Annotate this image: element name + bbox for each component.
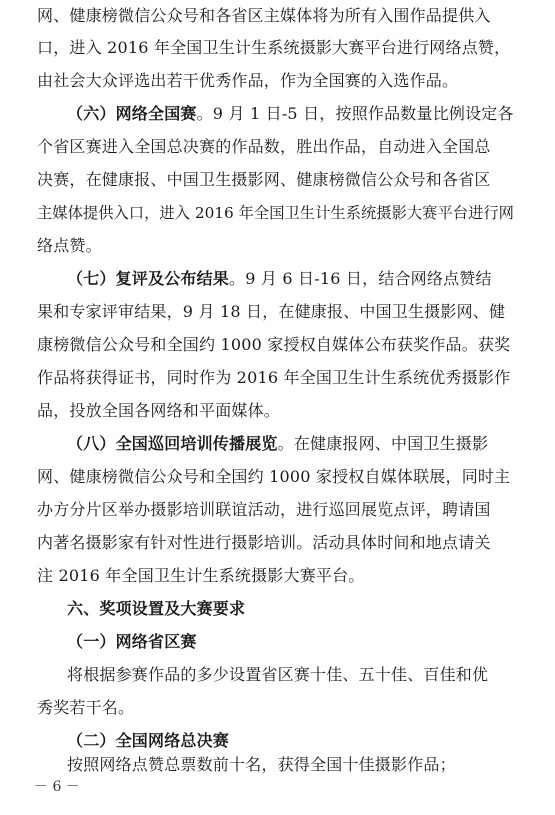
text-line: 由社会大众评选出若干优秀作品，作为全国赛的入选作品。 (37, 71, 459, 90)
text-line: 秀奖若干名。 (37, 698, 135, 717)
text-line: 康榜微信公众号和全国约 1000 家授权自媒体公布获奖作品。获奖 (37, 335, 511, 354)
text-line: 果和专家评审结果，9 月 18 日，在健康报、中国卫生摄影网、健 (37, 302, 506, 321)
section-heading: （七）复评及公布结果 (67, 269, 230, 288)
paragraph-heading-line: （八）全国巡回培训传播展览。在健康报网、中国卫生摄影 (67, 434, 489, 453)
text-line: 内著名摄影家有针对性进行摄影培训。活动具体时间和地点请关 (37, 533, 491, 552)
paragraph-heading-line (67, 632, 527, 652)
text-line: 主媒体提供入口，进入 2016 年全国卫生计生系统摄影大赛平台进行网 (37, 204, 514, 222)
text-line: 品，投放全国各网络和平面媒体。 (37, 401, 281, 420)
section-heading: （八）全国巡回培训传播展览 (67, 434, 278, 453)
text-line: 作品将获得证书，同时作为 2016 年全国卫生计生系统优秀摄影作 (37, 368, 511, 387)
paragraph-heading-line (67, 731, 527, 751)
text-line: 决赛，在健康报、中国卫生摄影网、健康榜微信公众号和各省区 (37, 170, 491, 189)
text-line: 网、健康榜微信公众号和全国约 1000 家授权自媒体联展，同时主 (37, 467, 511, 486)
page-number: － 6 － (34, 779, 80, 795)
chapter-heading: 六、奖项设置及大赛要求 (67, 599, 246, 618)
section-heading: （六）网络全国赛 (67, 104, 197, 123)
section-heading: （二）全国网络总决赛 (67, 731, 230, 750)
text-line: 个省区赛进入全国总决赛的作品数，胜出作品，自动进入全国总 (37, 137, 491, 156)
section-heading: （一）网络省区赛 (67, 632, 197, 651)
text-line: 将根据参赛作品的多少设置省区赛十佳、五十佳、百佳和优 (67, 665, 489, 684)
text-line: 络点赞。 (37, 236, 102, 255)
text-line: 口，进入 2016 年全国卫生计生系统摄影大赛平台进行网络点赞， (37, 38, 511, 57)
paragraph-heading-line: （七）复评及公布结果。9 月 6 日-16 日，结合网络点赞结 (67, 269, 492, 288)
text-line: 办方分片区举办摄影培训联谊活动，进行巡回展览点评，聘请国 (37, 500, 491, 519)
text-line: 注 2016 年全国卫生计生系统摄影大赛平台。 (37, 566, 365, 585)
text-line: 按照网络点赞总票数前十名，获得全国十佳摄影作品； (67, 755, 456, 774)
text-line: 网、健康榜微信公众号和各省区主媒体将为所有入围作品提供入 (37, 6, 491, 25)
paragraph-heading-line: （六）网络全国赛。9 月 1 日-5 日，按照作品数量比例设定各 (67, 104, 514, 123)
